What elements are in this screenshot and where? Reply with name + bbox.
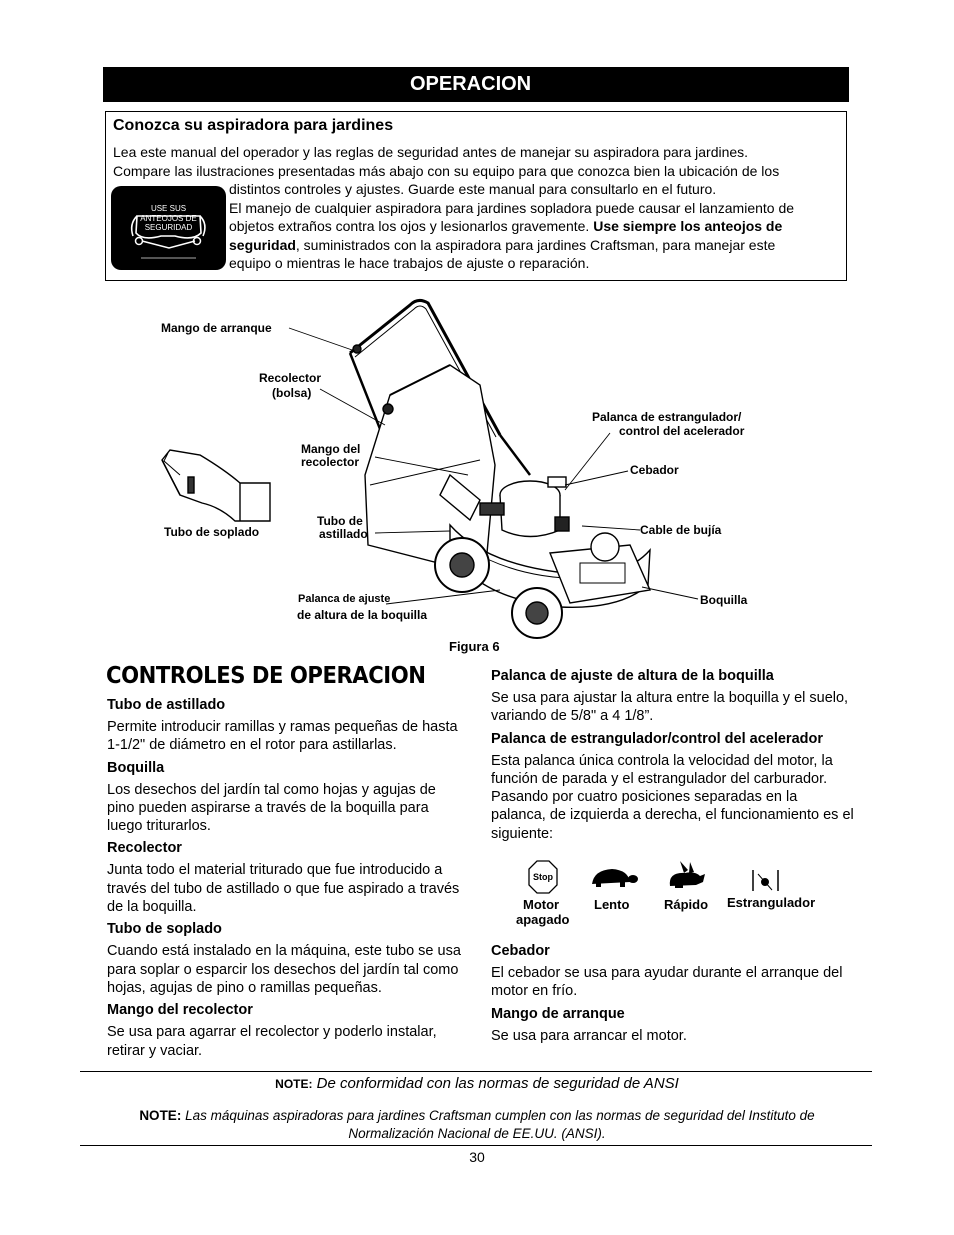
section-title: CONTROLES DE OPERACION xyxy=(106,663,426,689)
label-cebador: Cebador xyxy=(630,463,679,477)
intro-heading: Conozca su aspiradora para jardines xyxy=(113,117,394,134)
intro-line: Lea este manual del operador y las reglas de seguridad antes de manejar su aspiradora para jardines. xyxy=(113,144,749,160)
label-tubo-astillado: Tubo de xyxy=(317,514,363,528)
throttle-icons-row xyxy=(520,858,820,898)
control-heading: Recolector xyxy=(107,840,182,857)
stop-sign-icon xyxy=(529,861,557,893)
control-heading: Mango de arranque xyxy=(491,1005,625,1022)
label-boquilla: Boquilla xyxy=(700,593,748,607)
divider xyxy=(80,1071,872,1072)
control-text: Se usa para ajustar la altura entre la boquilla y el suelo, variando de 5/8" a 4 1/8”. xyxy=(491,690,849,725)
control-heading: Palanca de ajuste de altura de la boquilla xyxy=(491,668,774,684)
control-heading: Cebador xyxy=(491,943,550,959)
page-number: 30 xyxy=(469,1149,485,1165)
control-text: Se usa para agarrar el recolector y poderlo instalar, retirar y vaciar. xyxy=(107,1024,437,1059)
controls-right-column-bottom xyxy=(491,942,856,1049)
intro-line: equipo o mientras le hace trabajos de ajuste o reparación. xyxy=(229,255,590,271)
label-palanca-estrangulador: Palanca de estrangulador/ xyxy=(592,410,742,424)
label-mango-recolector-2: recolector xyxy=(301,455,360,469)
stop-icon-text: Stop xyxy=(533,872,553,882)
label-tubo-soplado: Tubo de soplado xyxy=(164,525,260,539)
intro-box xyxy=(105,111,847,281)
control-text: Junta todo el material triturado que fue introducido a través del tubo de astillado o que fue aspirado a través de la boquilla. xyxy=(107,862,460,916)
control-heading: Boquilla xyxy=(107,759,165,776)
control-heading: Palanca de estrangulador/control del acelerador xyxy=(491,730,823,747)
throttle-label-rapido: Rápido xyxy=(664,897,709,912)
throttle-label-lento: Lento xyxy=(594,897,630,912)
control-text: El cebador se usa para ayudar durante el arranque del motor en frío. xyxy=(491,965,843,1000)
note-ansi: NOTE: De conformidad con las normas de seguridad de ANSI xyxy=(275,1075,679,1092)
throttle-label-motor: Motor xyxy=(523,897,560,912)
label-tubo-astillado-2: astillado xyxy=(319,527,368,541)
rabbit-icon xyxy=(670,861,705,888)
throttle-label-apagado: apagado xyxy=(516,912,570,927)
section-banner xyxy=(103,67,849,102)
controls-right-column xyxy=(491,667,856,847)
intro-line: objetos extraños contra los ojos y lesionarlos gravemente. Use siempre los anteojos de xyxy=(229,218,783,234)
turtle-icon xyxy=(592,869,638,887)
throttle-label-estrangulador: Estrangulador xyxy=(727,895,816,910)
control-text: Los desechos del jardín tal como hojas y agujas de pino pueden aspirarse a través de la boquilla para luego triturarlos. xyxy=(107,781,436,835)
badge-line: USE SUS xyxy=(150,204,187,213)
badge-line: ANTEOJOS DE xyxy=(140,213,197,223)
label-recolector-bolsa: (bolsa) xyxy=(272,386,312,400)
note-craftsman: NOTE: Las máquinas aspiradoras para jardines Craftsman cumplen con las normas de seguridad del Instituto de Normalización Nacional de EE.UU. (ANSI). xyxy=(139,1108,815,1141)
chipper-vacuum-illustration xyxy=(150,285,790,645)
control-text: Cuando está instalado en la máquina, este tubo se usa para soplar o esparcir los desechos del jardín tal como hojas, agujas de pino o ramillas pequeñas. xyxy=(107,943,461,996)
intro-line: El manejo de cualquier aspiradora para jardines sopladora puede causar el lanzamiento de xyxy=(229,199,795,216)
control-text: Permite introducir ramillas y ramas pequeñas de hasta 1-1/2" de diámetro en el rotor para astillarlas. xyxy=(107,719,458,754)
control-heading: Tubo de soplado xyxy=(107,921,222,938)
control-text: Se usa para arrancar el motor. xyxy=(491,1027,687,1044)
intro-line: seguridad, suministrados con la aspiradora para jardines Craftsman, para manejar este xyxy=(229,236,776,253)
control-heading: Mango del recolector xyxy=(107,1002,253,1019)
label-mango-recolector: Mango del xyxy=(301,442,361,456)
intro-line: distintos controles y ajustes. Guarde este manual para consultarlo en el futuro. xyxy=(229,181,717,197)
choke-icon xyxy=(753,870,778,891)
figure-caption: Figura 6 xyxy=(449,639,500,654)
safety-glasses-icon xyxy=(111,186,226,270)
control-heading: Tubo de astillado xyxy=(107,697,226,713)
safety-glasses-badge xyxy=(111,186,226,270)
controls-left-column xyxy=(107,696,462,1064)
label-control-acelerador: control del acelerador xyxy=(619,424,745,438)
label-altura-boquilla: de altura de la boquilla xyxy=(297,608,428,622)
label-recolector: Recolector xyxy=(259,371,322,385)
control-text: Esta palanca única controla la velocidad del motor, la función de parada y el estrangulador del carburador. Pasando por cuatro posiciones separadas en la palanca, de izquierda a derecha, el funcionamiento es el siguiente: xyxy=(491,752,854,842)
divider xyxy=(80,1145,872,1146)
label-mango-arranque: Mango de arranque xyxy=(161,321,272,335)
banner-title: OPERACION xyxy=(410,73,532,95)
intro-line: Compare las ilustraciones presentadas más abajo con su equipo para que conozca bien la ubicación de los xyxy=(113,162,780,179)
badge-line: SEGURIDAD xyxy=(144,223,193,232)
label-palanca-ajuste: Palanca de ajuste xyxy=(298,593,391,605)
label-cable-bujia: Cable de bujía xyxy=(640,523,722,537)
